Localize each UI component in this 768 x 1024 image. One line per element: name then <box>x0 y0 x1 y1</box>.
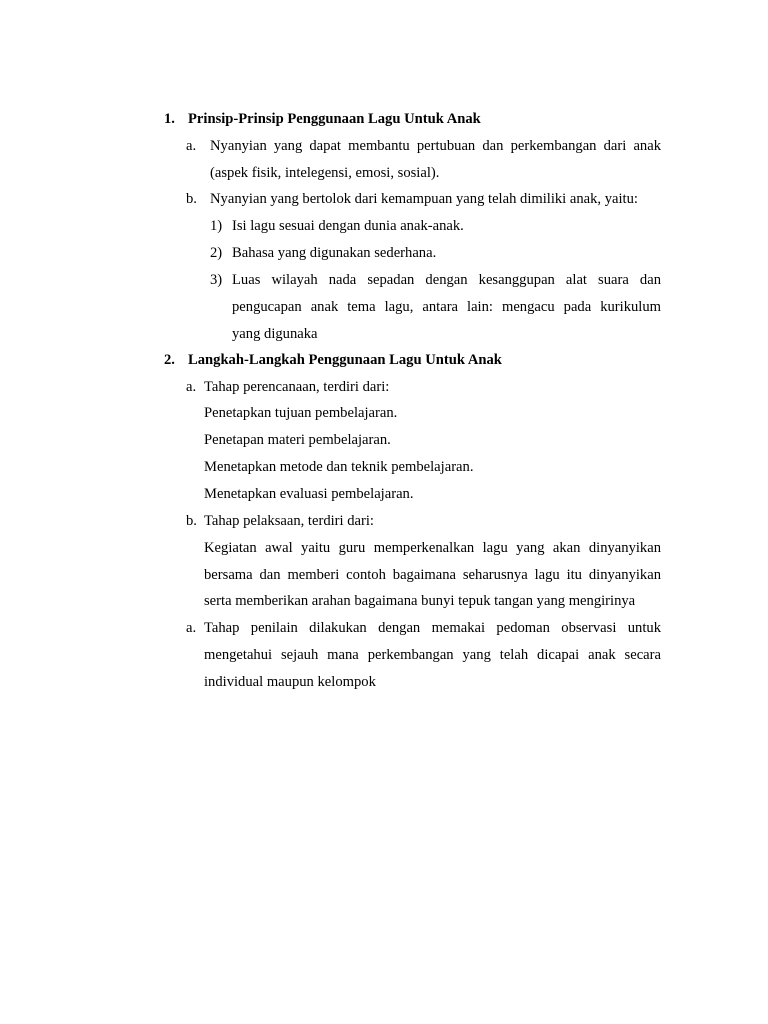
sublist-marker: 1) <box>210 218 223 234</box>
list-item-text: bersama dan memberi contoh bagaimana seharusnya lagu itu dinyanyikan <box>204 567 661 583</box>
list-item-text: Kegiatan awal yaitu guru memperkenalkan lagu yang akan dinyanyikan <box>204 540 661 556</box>
list-item-text: Tahap perencanaan, terdiri dari: <box>204 379 390 395</box>
list-item-text: Tahap pelaksaan, terdiri dari: <box>204 513 374 529</box>
list-marker: a. <box>186 138 197 154</box>
list-item-text: serta memberikan arahan bagaimana bunyi tepuk tangan yang mengirinya <box>204 593 636 609</box>
list-marker: a. <box>186 379 197 395</box>
sublist-item-text: pengucapan anak tema lagu, antara lain: mengacu pada kurikulum <box>232 299 661 315</box>
list-item-text: Menetapkan metode dan teknik pembelajaran. <box>204 459 474 475</box>
section-heading: Prinsip-Prinsip Penggunaan Lagu Untuk Anak <box>188 111 481 127</box>
list-marker: a. <box>186 620 197 636</box>
sublist-marker: 2) <box>210 245 223 261</box>
sublist-item-text: Luas wilayah nada sepadan dengan kesanggupan alat suara dan <box>232 272 661 288</box>
section-number: 1. <box>164 111 175 127</box>
list-item-text: Tahap penilain dilakukan dengan memakai pedoman observasi untuk <box>204 620 661 636</box>
section-number: 2. <box>164 352 175 368</box>
list-item-text: Nyanyian yang dapat membantu pertubuan dan perkembangan dari anak <box>210 138 661 154</box>
list-marker: b. <box>186 191 197 207</box>
sublist-marker: 3) <box>210 272 223 288</box>
list-item-text: Penetapkan tujuan pembelajaran. <box>204 405 398 421</box>
list-item-text: mengetahui sejauh mana perkembangan yang telah dicapai anak secara <box>204 647 661 663</box>
list-item-text: Penetapan materi pembelajaran. <box>204 432 391 448</box>
list-item-text: Menetapkan evaluasi pembelajaran. <box>204 486 414 502</box>
list-marker: b. <box>186 513 197 529</box>
sublist-item-text: yang digunaka <box>232 326 318 342</box>
list-item-text: Nyanyian yang bertolok dari kemampuan yang telah dimiliki anak, yaitu: <box>210 191 638 207</box>
section-heading: Langkah-Langkah Penggunaan Lagu Untuk Anak <box>188 352 502 368</box>
list-item-text: (aspek fisik, intelegensi, emosi, sosial). <box>210 165 440 181</box>
sublist-item-text: Bahasa yang digunakan sederhana. <box>232 245 437 261</box>
list-item-text: individual maupun kelompok <box>204 674 376 690</box>
sublist-item-text: Isi lagu sesuai dengan dunia anak-anak. <box>232 218 464 234</box>
